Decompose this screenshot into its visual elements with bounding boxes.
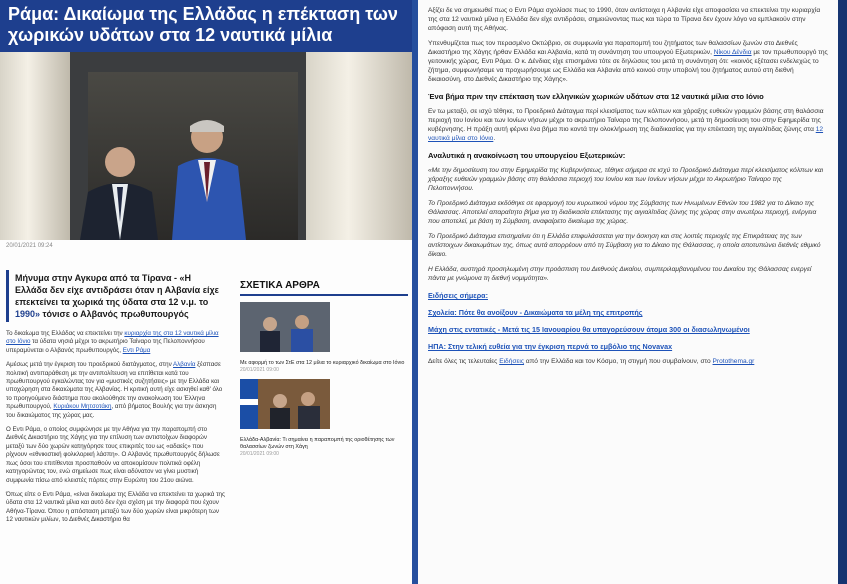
news-link-3[interactable]: ΗΠΑ: Στην τελική ευθεία για την έγκριση περνά το εμβόλιο της Novavax	[428, 342, 673, 351]
article-left-panel	[0, 0, 412, 584]
quote-paragraph-2: Το Προεδρικό Διάταγμα εκδόθηκε σε εφαρμογή του κυρωτικού νόμου της Σύμβασης των Ηνωμένων Εθνών του 1982 για το Δίκαιο της Θάλασσας. Αποτελεί απαραίτητο βήμα για τη διαδικασία επέκτασης της αιγιαλίτιδας ζώνης της χώρας στην ανωτέρω περιοχή, ενέργεια που αποτελεί, με βάση τη Σύμβαση, αναφαίρετο δικαίωμα της χώρας.	[428, 200, 817, 225]
article-body	[0, 270, 232, 531]
link-edi-rama[interactable]: Εντι Ράμα	[122, 346, 151, 354]
paragraph-3: Ο Εντι Ράμα, ο οποίος συμφώνησε με την Αθήνα για την παραπομπή στο Διεθνές Δικαστήριο της Χάγης για την επίλυση των αντιστοίχων διαφορών μεταξύ των δύο χωρών κατηγόρησε τους επικριτές του ως «αδαείς» που ρίχνουν «εθνικιστική φολκλορική λάσπη». Ο Αλβανός πρωθυπουργός δήλωσε πως όσοι του επιτίθενται προσπαθούν να αποκομίσουν πολιτικά οφέλη κατηγορώντας τον, ενώ σημείωσε πως είναι αδύνατον να γίνει μυστική συμφωνία πίσω από κλειστές πόρτες στην Ευρώπη του 21ου αιώνα.	[6, 426, 220, 484]
paragraph-1: Το δικαίωμα της Ελλάδας να επεκτείνει την κυριαρχία της στα 12 ναυτικά μίλια στο Ιόνιο τα ύδατα νησιά μέχρι το ακρωτήριο Ταίναρο της Πελοποννήσου υπεραμύνεται ο Αλβανός πρωθυπουργός, Εντι Ράμα	[6, 330, 219, 354]
photo-timestamp: 20/01/2021 09:24	[6, 243, 53, 249]
related-card-1[interactable]	[240, 302, 408, 373]
link-kyriarxia[interactable]: κυριαρχία της στα 12 ναυτικά μίλια στο Ιόνιο	[6, 330, 219, 346]
related-date-2: 20/01/2021 09:00	[240, 451, 279, 457]
footer-note: Δείτε όλες τις τελευταίες Ειδήσεις από την Ελλάδα και τον Κόσμο, τη στιγμή που συμβαίνουν, στο Protothema.gr	[428, 358, 755, 365]
quote-paragraph-1: «Με την δημοσίευση του στην Εφημερίδα της Κυβερνήσεως, τέθηκε σήμερα σε ισχύ το Προεδρικό Διάταγμα περί κλεισίματος κόλπων και χάραξης ευθειών γραμμών βάσης στη θαλάσσια περιοχή του Ιονίου και των Ιονίων νήσων μέχρι το Ακρωτήριο Ταίναρο της Πελοποννήσου.	[428, 167, 824, 192]
article-right-panel	[418, 0, 838, 584]
article-headline[interactable]: Ράμα: Δικαίωμα της Ελλάδας η επέκταση των χωρικών υδάτων στα 12 ναυτικά μίλια	[0, 0, 412, 52]
quote-paragraph-3: Το Προεδρικό Διάταγμα επισημαίνει ότι η Ελλάδα επιφυλάσσεται για την άσκηση και στις λοιπές περιοχές της Επικράτειας της των αντίστοιχων δικαιωμάτων της, όπως αυτά απορρέουν από τη Σύμβαση για το Δίκαιο της Θάλασσας, η οποία αποτυπώνει διεθνές εθιμικό δίκαιο.	[428, 233, 821, 258]
article-photo	[0, 52, 412, 240]
right-paragraph-1: Αξίζει δε να σημειωθεί πως ο Εντι Ράμα σχολίασε πως το 1990, όταν αντίστοιχα η Αλβανία είχε αποφασίσει να επεκτείνει την κυριαρχία της στα 12 ναυτικά μίλια η Ελλάδα δεν είχε αντιδράσει, σημειώνοντας πως και τώρα το Τίρανα δεν έχουν λόγο να εμπλακούν στην απόφαση αυτή της Αθήνας.	[428, 7, 821, 32]
related-title-2[interactable]: Ελλάδα-Αλβανία: Τι σημαίνει η παραπομπή της οριοθέτησης των θαλασσίων ζωνών στη Χάγη	[240, 437, 395, 450]
paragraph-4: Όπως είπε ο Εντι Ράμα, «είναι δικαίωμα της Ελλάδα να επεκτείνει τα χωρικά της ύδατα στα 12 ναυτικά μίλια και αυτό δεν έχει σχέση με την διαφορά που έχουν Αθήνα-Τίρανα. Όπου η απόσταση μεταξύ των δύο χωρών είναι μικρότερη των 12 ναυτικών μιλίων, το Διεθνές Δικαστήριο θα	[6, 490, 225, 524]
related-articles	[240, 280, 408, 463]
related-thumb-2	[240, 379, 330, 429]
subheading-2: Αναλυτικά η ανακοίνωση του υπουργείου Εξωτερικών:	[428, 151, 626, 160]
person-right	[172, 120, 246, 240]
related-articles-title: ΣΧΕΤΙΚΑ ΑΡΘΡΑ	[240, 280, 408, 296]
link-dendias[interactable]: Νίκου Δένδια	[713, 49, 752, 56]
photo-people	[0, 52, 412, 240]
link-12-miles[interactable]: 12 ναυτικά μίλια στο Ιόνιο	[428, 126, 824, 142]
article-lead-quote: Μήνυμα στην Αγκυρα από τα Τίρανα - «Η Ελλάδα δεν είχε αντιδράσει όταν η Αλβανία είχε επεκτείνει τα χωρικά της ύδατα στα 12 ν.μ. το 1990» τόνισε ο Αλβανός πρωθυπουργός	[6, 270, 226, 322]
related-title-1[interactable]: Με αφορμή το των ΣτΕ στα 12 μίλια το κυριαρχικό δικαίωμα στο Ιόνιο	[240, 360, 405, 366]
related-thumb-1	[240, 302, 330, 352]
news-link-1[interactable]: Σχολεία: Πότε θα ανοίξουν - Δικαιώματα τα μέλη της επιτροπής	[428, 308, 643, 317]
footer-link-news[interactable]: Ειδήσεις	[499, 358, 525, 365]
subheading-1: Ένα βήμα πριν την επέκταση των ελληνικών χωρικών υδάτων στα 12 ναυτικά μίλια στο Ιόνιο	[428, 92, 764, 101]
link-albania[interactable]: Αλβανία	[173, 361, 196, 369]
quote-paragraph-4: Η Ελλάδα, αυστηρά προσηλωμένη στην προάσπιση του Διεθνούς Δικαίου, συμπεριλαμβανομένου του Δικαίου της Θάλασσας ενεργεί πάντα με γνώμονα τη διεθνή νομιμότητα».	[428, 266, 812, 282]
news-link-2[interactable]: Μάχη στις εντατικές - Μετά τις 15 Ιανουαρίου θα υπαγορεύσουν άτομα 300 οι διασωληνωμένοι	[428, 325, 750, 334]
news-today-link[interactable]: Ειδήσεις σήμερα:	[428, 291, 488, 300]
related-card-2[interactable]	[240, 379, 408, 457]
right-paragraph-3: Εν τω μεταξύ, σε ισχύ τέθηκε, το Προεδρικό Διάταγμα περί κλεισίματος των κόλπων και χάραξης ευθειών γραμμών βάσης στη θαλάσσια περιοχή του Ιονίου και των Ιονίων νήσων μέχρι το ακρωτήριο Ταίναρο της Πελοποννήσου, μετά τη δημοσίευση του στην Εφημερίδα της κυβέρνησης. Η πράξη αυτή φέρνει ένα βήμα πιο κοντά την ολοκλήρωση της διαδικασίας για την επέκταση της αιγιαλίτιδας ζώνης στα 12 ναυτικά μίλια στο Ιόνιο.	[428, 108, 824, 142]
person-left	[80, 147, 158, 240]
link-mitsotakis[interactable]: Κυριάκου Μητσοτάκη	[53, 403, 112, 411]
paragraph-2: Αμέσως μετά την έγκριση του προεδρικού διατάγματος, στην Αλβανία ξέσπασε πολιτική αντιπαράθεση με την αντιπολίτευση να επιτίθεται κατά του πρωθυπουργού εγκαλώντας τον για «μυστικές συζητήσεις» με την Ελλάδα και υποχώρηση στα δικαιώματα της Αλβανίας. Η κριτική αυτή είχε ασκηθεί καθ' όλο το προηγούμενο διάστημα που ακολούθησε την ανακοίνωση του Έλληνα πρωθυπουργού, Κυριάκου Μητσοτάκη, από βήματος Βουλής για την άσκηση του δικαιώματος της χώρας μας.	[6, 361, 223, 419]
right-paragraph-2: Υπενθυμίζεται πως τον περασμένο Οκτώβριο, σε συμφωνία για παραπομπή του ζητήματος των θαλασσίων ζωνών στο Διεθνές Δικαστήριο της Χάγης ήρθαν Ελλάδα και Αλβανία, κατά τη συνάντηση του υπουργού Εξωτερικών, Νίκου Δένδια με τον πρωθυπουργό της γειτονικής χώρας, Εντι Ράμα. Ο κ. Δένδιας είχε επισημάνει τότε σε δηλώσεις του μετά τη συνάντηση ότι: «κοινός εξέτασει ενδελεχώς το ζήτημα, συμφωνήσαμε να προχωρήσουμε ως Ελλάδα και Αλβανία από κοινού στην υποβολή του ζητήματος αυτού στη διεθνή δικαιοσύνη, στο Διεθνές Δικαστήριο της Χάγης».	[428, 40, 828, 83]
footer-link-protothema[interactable]: Protothema.gr	[712, 358, 755, 365]
related-date-1: 20/01/2021 09:00	[240, 367, 279, 373]
